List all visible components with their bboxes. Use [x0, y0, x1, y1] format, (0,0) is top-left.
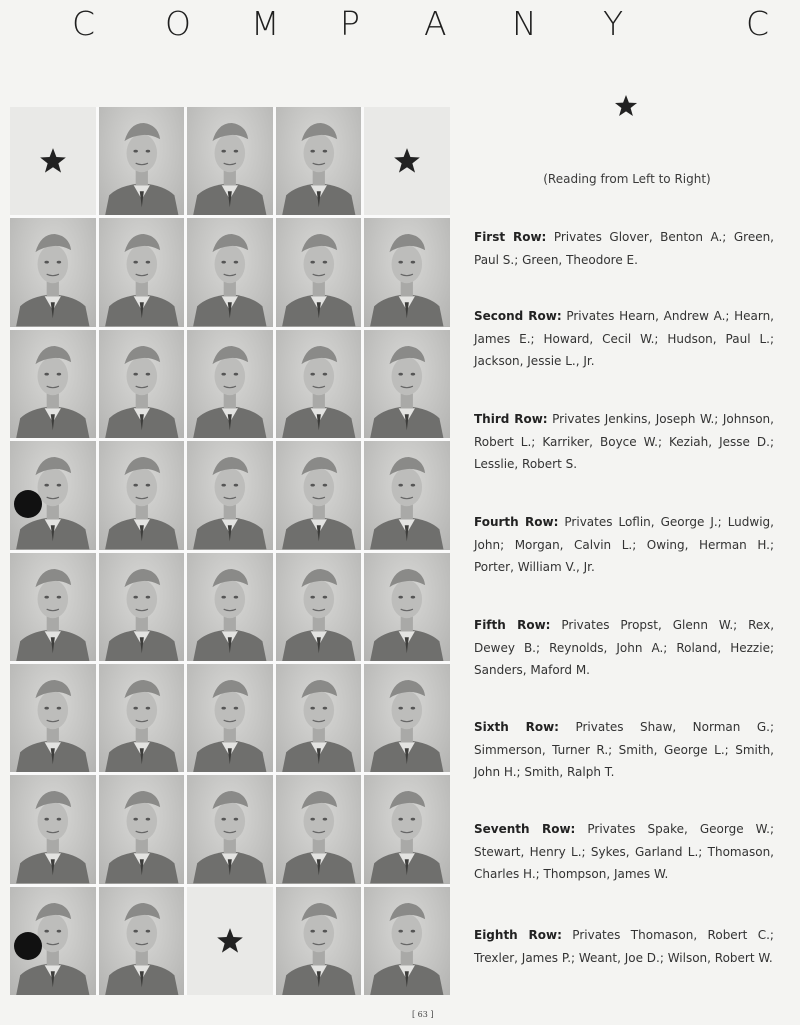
portrait-image [99, 107, 185, 215]
soldier-portrait [99, 441, 185, 549]
portrait-image [99, 775, 185, 883]
row-names: Privates Spake, George W.; Stewart, Henry L.; Sykes, Garland L.; Thomason, Charles H.; Thompson, James W. [474, 822, 774, 881]
binder-hole-upper [14, 490, 42, 518]
soldier-portrait [364, 664, 450, 772]
soldier-portrait [10, 553, 96, 661]
page-title [0, 0, 800, 46]
soldier-portrait [10, 330, 96, 438]
portrait-image [10, 218, 96, 326]
soldier-portrait [10, 664, 96, 772]
row-caption-5 [474, 614, 774, 682]
row-caption-3 [474, 408, 774, 476]
soldier-portrait [364, 441, 450, 549]
soldier-portrait [187, 441, 273, 549]
page-number: [ 63 ] [412, 1010, 434, 1019]
portrait-image [187, 107, 273, 215]
soldier-portrait [99, 330, 185, 438]
row-names: Privates Hearn, Andrew A.; Hearn, James E.; Howard, Cecil W.; Hudson, Paul L.; Jackson, Jessie L., Jr. [474, 309, 774, 368]
soldier-portrait [364, 775, 450, 883]
portrait-image [187, 441, 273, 549]
soldier-portrait [99, 553, 185, 661]
title-letter-c: C [72, 4, 96, 43]
portrait-image [276, 107, 362, 215]
soldier-portrait [187, 107, 273, 215]
portrait-image [276, 330, 362, 438]
title-letter-c2: C [746, 4, 770, 43]
portrait-image [276, 664, 362, 772]
portrait-image [364, 664, 450, 772]
row-names: Privates Jenkins, Joseph W.; Johnson, Robert L.; Karriker, Boyce W.; Keziah, Jesse D.; Lesslie, Robert S. [474, 412, 774, 471]
portrait-image [10, 553, 96, 661]
row-label: Seventh Row: [474, 822, 576, 836]
title-letter-o: O [165, 4, 191, 43]
portrait-image [276, 553, 362, 661]
soldier-portrait [99, 664, 185, 772]
title-letter-m: M [251, 4, 280, 43]
soldier-portrait [364, 887, 450, 995]
soldier-portrait [187, 664, 273, 772]
title-letter-n: N [512, 4, 537, 43]
row-label: Eighth Row: [474, 928, 562, 942]
star-icon [216, 927, 244, 955]
soldier-portrait [99, 887, 185, 995]
portrait-image [187, 553, 273, 661]
soldier-portrait [10, 775, 96, 883]
reading-note: (Reading from Left to Right) [543, 172, 711, 186]
soldier-portrait [276, 107, 362, 215]
soldier-portrait [364, 218, 450, 326]
soldier-portrait [99, 218, 185, 326]
row-caption-8 [474, 924, 774, 969]
row-names: Privates Shaw, Norman G.; Simmerson, Turner R.; Smith, George L.; Smith, John H.; Smith, Ralph T. [474, 720, 774, 779]
soldier-portrait [187, 330, 273, 438]
row-label: Third Row: [474, 412, 548, 426]
soldier-portrait [276, 441, 362, 549]
soldier-portrait [187, 218, 273, 326]
star-placeholder-cell [187, 887, 273, 995]
title-letter-y: Y [603, 4, 624, 43]
soldier-portrait [187, 553, 273, 661]
portrait-image [187, 775, 273, 883]
portrait-image [10, 775, 96, 883]
row-label: First Row: [474, 230, 547, 244]
row-names: Privates Thomason, Robert C.; Trexler, James P.; Weant, Joe D.; Wilson, Robert W. [474, 928, 774, 965]
soldier-portrait [276, 887, 362, 995]
title-letter-p: P [340, 4, 360, 43]
soldier-portrait [276, 553, 362, 661]
portrait-image [99, 330, 185, 438]
portrait-image [99, 887, 185, 995]
portrait-image [10, 664, 96, 772]
soldier-portrait [364, 330, 450, 438]
portrait-image [10, 330, 96, 438]
soldier-portrait [99, 775, 185, 883]
portrait-image [187, 664, 273, 772]
portrait-image [99, 553, 185, 661]
binder-hole-lower [14, 932, 42, 960]
soldier-portrait [276, 664, 362, 772]
portrait-image [276, 887, 362, 995]
row-names: Privates Propst, Glenn W.; Rex, Dewey B.; Reynolds, John A.; Roland, Hezzie; Sanders, Maford M. [474, 618, 775, 677]
portrait-image [187, 330, 273, 438]
portrait-image [364, 441, 450, 549]
soldier-portrait [99, 107, 185, 215]
row-caption-2 [474, 305, 774, 373]
star-icon [614, 94, 638, 118]
soldier-portrait [187, 775, 273, 883]
row-label: Fifth Row: [474, 618, 551, 632]
soldier-portrait [10, 218, 96, 326]
row-caption-4 [474, 511, 774, 579]
soldier-portrait [276, 775, 362, 883]
row-caption-6 [474, 716, 774, 784]
portrait-image [364, 553, 450, 661]
portrait-image [364, 887, 450, 995]
title-letter-a: A [424, 4, 447, 43]
row-caption-1 [474, 226, 774, 271]
portrait-image [276, 775, 362, 883]
star-icon [393, 147, 421, 175]
portrait-grid [10, 107, 450, 995]
portrait-image [364, 218, 450, 326]
star-placeholder-cell [364, 107, 450, 215]
row-label: Fourth Row: [474, 515, 559, 529]
soldier-portrait [364, 553, 450, 661]
row-names: Privates Loflin, George J.; Ludwig, John; Morgan, Calvin L.; Owing, Herman H.; Porter, William V., Jr. [474, 515, 774, 574]
portrait-image [364, 330, 450, 438]
portrait-image [276, 441, 362, 549]
row-label: Sixth Row: [474, 720, 559, 734]
star-icon [39, 147, 67, 175]
soldier-portrait [276, 218, 362, 326]
portrait-image [364, 775, 450, 883]
row-caption-7 [474, 818, 774, 886]
star-placeholder-cell [10, 107, 96, 215]
portrait-image [99, 441, 185, 549]
soldier-portrait [276, 330, 362, 438]
row-names: Privates Glover, Benton A.; Green, Paul S.; Green, Theodore E. [474, 230, 774, 267]
portrait-image [99, 218, 185, 326]
portrait-image [276, 218, 362, 326]
portrait-image [187, 218, 273, 326]
row-label: Second Row: [474, 309, 562, 323]
portrait-image [99, 664, 185, 772]
